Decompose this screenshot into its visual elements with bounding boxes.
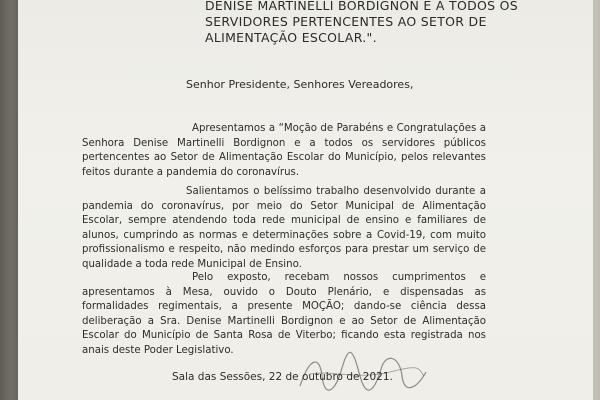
paragraph-1: Apresentamos a “Moção de Parabéns e Congratulações a Senhora Denise Martinelli Bordignon e a todos os servidores públicos pertencentes ao Setor de Alimentação Escolar do Município, pelos relevantes feitos durante a pandemia do coronavírus. <box>82 123 486 178</box>
paragraph-2: Salientamos o belíssimo trabalho desenvolvido durante a pandemia do coronavírus, por meio do Setor Municipal de Alimentação Escolar, sempre atendendo toda rede municipal de ensino e familiares de alunos, cumprindo as normas e determinações sobre a Covid-19, com muito profissionalismo e respeito, não medindo esforços para prestar um serviço de qualidade a toda rede Municipal de Ensino. <box>82 186 486 270</box>
salutation: Senhor Presidente, Senhores Vereadores, <box>186 78 414 91</box>
closing-line: Sala das Sessões, 22 de outubro de 2021. <box>172 371 393 383</box>
header-line-1: DENISE MARTINELLI BORDIGNON E A TODOS OS <box>205 0 519 13</box>
paragraph-3: Pelo exposto, recebam nossos cumprimentos e apresentamos à Mesa, ouvido o Douto Plenário, e dispensadas as formalidades regimentais, a presente MOÇÃO; dando-se ciência dessa deliberação a Sra. Denise Martinelli Bordignon e ao Setor de Alimentação Escolar do Município de Santa Rosa de Viterbo; ficando esta registrada nos anais deste Poder Legislativo. <box>82 272 486 356</box>
document-header <box>205 0 525 46</box>
header-line-2: SERVIDORES PERTENCENTES AO SETOR DE <box>205 14 487 29</box>
header-line-3: ALIMENTAÇÃO ESCOLAR.". <box>205 30 377 45</box>
